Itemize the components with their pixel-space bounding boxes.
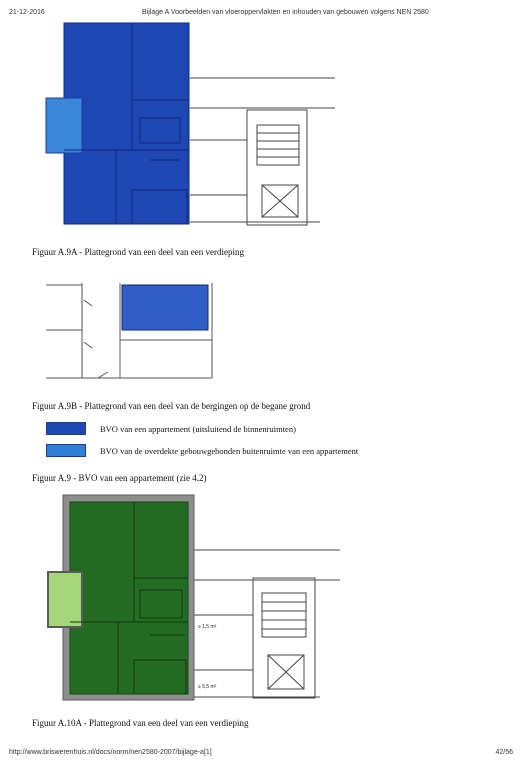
- caption-a9a: Figuur A.9A - Plattegrond van een deel van een verdieping: [32, 247, 244, 257]
- caption-a9b: Figuur A.9B - Plattegrond van een deel van de bergingen op de begane grond: [32, 401, 311, 411]
- footer-url[interactable]: http://www.briswerenhuis.nl/docs/norm/nen2580-2007/bijlage-a[1]: [9, 749, 212, 756]
- page-number: 42/56: [495, 749, 513, 756]
- apartment-area-green: [70, 502, 188, 694]
- balcony-area-green: [48, 572, 82, 627]
- caption-a9: Figuur A.9 - BVO van een appartement (zie 4.2): [32, 473, 207, 483]
- area-label-1: ≥ 1,5 m²: [198, 624, 217, 630]
- header-title: Bijlage A Voorbeelden van vloeroppervlakten en inhouden van gebouwen volgens NEN 2580: [142, 9, 429, 16]
- legend-label-interior: BVO van een appartement (uitsluitend de binnenruimten): [100, 424, 296, 434]
- legend-label-exterior: BVO van de overdekte gebouwgebonden buitenruimte van een appartement: [100, 446, 359, 456]
- caption-a10a: Figuur A.10A - Plattegrond van een deel van een verdieping: [32, 718, 249, 728]
- header-date: 21-12-2016: [9, 9, 45, 16]
- area-label-2: ≥ 5,5 m²: [198, 684, 217, 690]
